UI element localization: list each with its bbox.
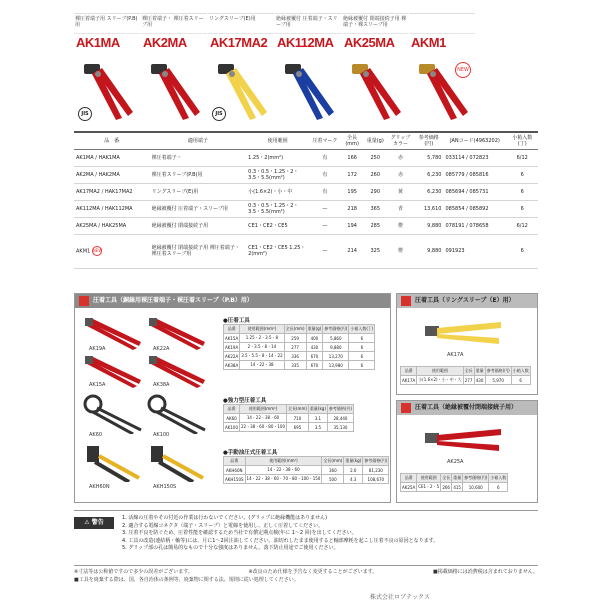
col-header: 品番 <box>224 325 240 334</box>
cell: 35,130 <box>327 423 353 432</box>
cell: AK19A <box>225 344 239 350</box>
col-header: 使用範囲(mm²) <box>240 325 284 334</box>
list-item: 4. 工具の改造(連結柄・軸等)には、月に1～2回注油してください。油切れしたまま使用すると軸部摩耗を起こし圧着不良の原因となります。 <box>122 537 439 544</box>
col-header: 使用範囲(mm²) <box>245 457 322 466</box>
col-header: 全長 <box>463 367 474 376</box>
col-header: 参考価格(円) <box>463 474 489 483</box>
cell: AK25MA / HAK25MA <box>74 217 150 234</box>
hydraulic-tool-icon[interactable] <box>147 442 207 482</box>
list-item: 2. 適合する電線コネクタ（端子・スリーブ）と電線を使用し、正しく圧着してください。 <box>122 522 324 529</box>
footnotes <box>74 568 538 584</box>
table-row <box>401 376 531 385</box>
jis-mark: JIS <box>78 107 92 121</box>
cell: 橙 <box>387 217 414 234</box>
cell: 336 <box>284 352 306 361</box>
cell: 3.1 <box>308 414 327 423</box>
col-header: 参考価格(円) <box>485 367 511 376</box>
cell: 13,980 <box>323 361 349 370</box>
cell: 13,270 <box>323 352 349 361</box>
cell: 091923 <box>443 234 506 268</box>
table-row <box>224 423 354 432</box>
section-title: ●手動油圧式圧着工具 <box>223 450 278 456</box>
table-row <box>74 183 538 200</box>
cell: 430 <box>306 343 323 352</box>
cell: 0.3・0.5・1.25・2・3.5・5.5(mm²) <box>246 200 309 217</box>
tool-label: AK100 <box>153 432 170 438</box>
cell: 2・3.5・8・14 <box>240 343 284 352</box>
cell: 695 <box>287 423 309 432</box>
new-badge: NEW <box>92 246 102 256</box>
product-model: AK2MA <box>143 35 187 50</box>
col-header: 使用範囲 <box>246 132 309 149</box>
col-header: 参考価格(円) <box>363 457 389 466</box>
cell: 6,230 <box>414 166 443 183</box>
crimp-tool-red-icon <box>145 54 203 124</box>
cell: 黄 <box>387 183 414 200</box>
product-model: AK17MA2 <box>210 35 268 50</box>
list-item: 3. 圧着不良を防ぐため、圧着性能を確認するため当社で有償定期点検(年に 1～2 回)を出してください。 <box>122 530 357 536</box>
col-header: 全長(mm) <box>322 457 344 466</box>
panel-title: 圧着工具（銅線用裸圧着端子・裸圧着スリーブ（P.B）用） <box>93 297 253 304</box>
product-tile[interactable] <box>409 13 475 125</box>
crimp-tool-red-icon[interactable] <box>423 425 503 459</box>
warning-badge <box>74 517 114 529</box>
cell: 710 <box>287 414 309 423</box>
tool-label: AK22A <box>153 346 170 352</box>
product-tiles <box>74 13 538 125</box>
col-header: 適用端子 <box>150 132 247 149</box>
cell: 赤 <box>387 149 414 166</box>
panel-header <box>75 294 390 308</box>
tool-label: AK15A <box>89 382 106 388</box>
cell: AK2MA / HAK2MA <box>74 166 150 183</box>
col-header: 重量 <box>474 367 485 376</box>
accent-bar <box>79 296 89 306</box>
cell: 259 <box>284 334 306 343</box>
note-row <box>74 568 538 576</box>
accent-bar <box>401 403 411 413</box>
cell: 5,970 <box>485 376 511 385</box>
col-header: 使用範囲(mm²) <box>240 405 287 414</box>
cell: 9,880 <box>414 217 443 234</box>
cell: 6 <box>506 183 538 200</box>
cell: 108,670 <box>363 475 389 484</box>
cell: 6 <box>511 376 530 385</box>
cell: CE1・CE2・CE5 1.25・2(mm²) <box>246 234 309 268</box>
note: ■掲載価格には消費税は含まれておりません。 <box>432 569 538 575</box>
cell: AK1MA / HAK1MA <box>74 149 150 166</box>
col-header: 小箱入数 <box>489 474 508 483</box>
cell: 6 <box>349 334 375 343</box>
tool-label: AK38A <box>153 382 170 388</box>
accent-bar <box>401 296 411 306</box>
tool-label: AK17A <box>447 352 464 358</box>
crimp-tool-red-icon <box>346 54 404 124</box>
col-header: 全長(mm) <box>287 405 309 414</box>
cell: 13,610 <box>414 200 443 217</box>
spec-header-row <box>74 132 538 149</box>
cell: 絶縁被覆付 圧着端子・スリーブ用 <box>150 200 247 217</box>
col-header: JANコード(4963202) <box>443 132 506 149</box>
product-tile[interactable] <box>74 13 140 125</box>
cell: AK60 <box>224 414 240 423</box>
table-row <box>224 414 354 423</box>
cell: 6 <box>489 483 508 492</box>
cable-cutter-icon[interactable] <box>83 394 143 434</box>
cell: 085779 / 085816 <box>443 166 506 183</box>
warning-label: 警告 <box>91 519 104 526</box>
section-title: ●強力型圧着工具 <box>223 398 267 404</box>
jis-mark: JIS <box>212 107 226 121</box>
cell: リングスリーブ(E)用 <box>150 183 247 200</box>
table-row <box>74 217 538 234</box>
closed-end-table <box>400 473 508 492</box>
col-header: 品番 <box>401 474 417 483</box>
cell: 赤 <box>387 166 414 183</box>
cell: 小(1.6×2)・小・中 <box>246 183 309 200</box>
table-row <box>224 361 375 370</box>
cell: 4.3 <box>344 475 363 484</box>
table-row <box>224 334 375 343</box>
cell: 290 <box>364 183 387 200</box>
col-header: 小箱入数 <box>511 367 530 376</box>
cell <box>74 234 150 268</box>
cell: 6 <box>506 234 538 268</box>
cell: 絶縁被覆付 閉端接続子用 <box>150 217 247 234</box>
cell: 6 <box>349 343 375 352</box>
col-header: 小箱入数(丁) <box>506 132 538 149</box>
list-item: 1. 活線の圧着やその付近の作業は行わないでください。(グリップに絶縁機能はありません) <box>122 515 328 521</box>
col-header: グリップカラー <box>387 132 414 149</box>
tool-label: AK19A <box>89 346 106 352</box>
cell: 22・38・60・80・100 <box>240 423 287 432</box>
cell: — <box>309 234 340 268</box>
table-row <box>74 234 538 268</box>
hydraulic-tool-icon[interactable] <box>83 442 143 482</box>
cell: 033114 / 072823 <box>443 149 506 166</box>
new-badge: NEW <box>455 62 471 78</box>
col-header: 重量(kg) <box>308 405 327 414</box>
cell: 195 <box>341 183 364 200</box>
col-header: 重量(kg) <box>344 457 363 466</box>
list-item: 5. グリップ部の孔は簡易的なもので十分な強度はありません。落下防止用途でご使用ください。 <box>122 545 339 551</box>
col-header: 品番 <box>224 405 240 414</box>
crimp-tool-yellow-icon[interactable] <box>423 318 503 352</box>
cell-text: AKM1 <box>76 248 91 255</box>
cell: — <box>309 217 340 234</box>
panel-title: 圧着工具（絶縁被覆付閉端接続子用） <box>415 404 518 411</box>
crimp-tool-blue-icon <box>279 54 337 124</box>
table-row <box>224 475 389 484</box>
heavy-tool-table <box>223 404 354 432</box>
product-model: AK112MA <box>277 35 334 50</box>
cell: 266 <box>442 484 450 490</box>
cell: 6/12 <box>506 217 538 234</box>
table-row <box>224 343 375 352</box>
cell: 166 <box>341 149 364 166</box>
cell: AK25A <box>402 484 416 490</box>
cell: 6 <box>349 361 375 370</box>
panel-title: 圧着工具（リングスリーブ（E）用） <box>415 297 515 304</box>
cell: 1.25・2・3.5・8 <box>240 334 284 343</box>
table-row <box>74 200 538 217</box>
cell: 9,880 <box>323 343 349 352</box>
cell: 6 <box>506 166 538 183</box>
cell: AK100 <box>225 424 238 430</box>
cell: 260 <box>364 166 387 183</box>
tool-label: AK25A <box>447 459 464 465</box>
product-caption: 絶縁被覆付 閉端接続子用 裸端子・裸スリーブ用 <box>342 14 408 34</box>
cell: 335 <box>284 361 306 370</box>
cell: 有 <box>309 149 340 166</box>
cell: 小(1.6×2)・小・中・大 <box>417 376 463 385</box>
crimp-tool-table <box>223 324 375 370</box>
col-header: 重量 <box>452 474 463 483</box>
section-title: ●圧着工具 <box>223 318 250 324</box>
cell: 有 <box>309 183 340 200</box>
product-model: AKM1 <box>411 35 446 50</box>
crimp-tool-red-icon[interactable] <box>147 316 207 350</box>
table-row <box>224 352 375 361</box>
table-row <box>74 149 538 166</box>
product-tile[interactable] <box>342 13 408 125</box>
cell: 14・22・38 <box>240 361 284 370</box>
cell: 670 <box>306 361 323 370</box>
table-row <box>401 483 508 492</box>
warning-list <box>122 515 532 553</box>
cell: 6 <box>349 352 375 361</box>
cell: 277 <box>284 343 306 352</box>
note: ※改良のため仕様を予告なく変更することがございます。 <box>248 569 378 575</box>
warning-box <box>74 510 538 566</box>
col-header: 全長(mm) <box>341 132 364 149</box>
col-header: 参考価格(円) <box>323 325 349 334</box>
cell: 橙 <box>387 234 414 268</box>
cell: 430 <box>475 377 484 383</box>
cable-cutter-icon[interactable] <box>147 394 207 434</box>
cell: CE1・2・5 <box>417 483 441 492</box>
col-header: 使用範囲 <box>417 474 441 483</box>
cell: 裸圧着スリーブ(P.B)用 <box>150 166 247 183</box>
col-header: 参考価格(円) <box>414 132 443 149</box>
cell: 670 <box>306 352 323 361</box>
cell: 172 <box>341 166 364 183</box>
cell: 青 <box>387 200 414 217</box>
top-bar <box>0 0 600 8</box>
cell: 194 <box>341 217 364 234</box>
panel-header <box>397 294 537 308</box>
cell: 6 <box>506 200 538 217</box>
note: ※寸法等は公称値ですので多少の誤差がございます。 <box>74 569 193 575</box>
cell: 1.25・2(mm²) <box>246 149 309 166</box>
cell: 5,860 <box>323 334 349 343</box>
cell: 360 <box>322 466 344 475</box>
cell: AK15A <box>225 335 239 341</box>
cell: 10,600 <box>463 483 489 492</box>
col-header: 品番 <box>224 457 246 466</box>
col-header: 小箱入数(丁) <box>349 325 375 334</box>
cell: 28,440 <box>327 414 353 423</box>
cell: 500 <box>322 475 344 484</box>
note-row <box>74 576 538 584</box>
cell: AK38A <box>225 362 239 368</box>
company-name: 株式会社ロブテックス <box>370 594 430 601</box>
col-header: 重量(g) <box>306 325 323 334</box>
product-tile[interactable] <box>141 13 207 125</box>
col-header: 参考価格(円) <box>327 405 353 414</box>
tool-label: AKH60N <box>89 484 110 490</box>
cell: 085854 / 085892 <box>443 200 506 217</box>
cell: 277 <box>464 377 473 383</box>
cell: AKH150S <box>225 476 244 482</box>
cell: 415 <box>453 484 461 490</box>
cell: 3.5・5.5・8・14・22 <box>240 352 284 361</box>
cell: 325 <box>364 234 387 268</box>
cell: 365 <box>364 200 387 217</box>
product-model: AK25MA <box>344 35 395 50</box>
product-model: AK1MA <box>76 35 120 50</box>
product-tile[interactable] <box>275 13 341 125</box>
cell: 6/12 <box>506 149 538 166</box>
table-row <box>74 166 538 183</box>
product-caption: 裸圧着端子・ 裸圧着スリーブ用 <box>141 14 207 34</box>
col-header: 全長(mm) <box>284 325 306 334</box>
panel-header <box>397 401 537 415</box>
cell: 14・22・38・60 <box>240 414 287 423</box>
col-header: 品番 <box>401 367 417 376</box>
product-caption: 絶縁被覆付 圧着端子・スリーブ用 <box>275 14 341 34</box>
panel-closed-end-tool <box>396 400 538 503</box>
cell: 6,230 <box>414 183 443 200</box>
cell: 3.5 <box>308 423 327 432</box>
product-caption <box>409 14 475 34</box>
cell: — <box>309 200 340 217</box>
col-header: 品 番 <box>74 132 150 149</box>
tool-label: AKH150S <box>153 484 177 490</box>
cell: AK17MA2 / HAK17MA2 <box>74 183 150 200</box>
panel-bare-terminal-tools <box>74 293 391 503</box>
cell: 078191 / 078658 <box>443 217 506 234</box>
cell: 裸圧着端子・ <box>150 149 247 166</box>
cell: 218 <box>341 200 364 217</box>
spec-table <box>74 131 538 269</box>
note: ■工具を廃棄する際は、国、各自治体の条例等、廃棄物に関する法、規則に従い処理してください。 <box>74 577 299 583</box>
cell: 2.0 <box>344 466 363 475</box>
cell: 5,780 <box>414 149 443 166</box>
cell: 有 <box>309 166 340 183</box>
warning-icon: ⚠ <box>84 519 90 526</box>
col-header: 圧着マーク <box>309 132 340 149</box>
product-tile[interactable] <box>208 13 274 125</box>
cell: 0.3・0.5・1.25・2・3.5・5.5(mm²) <box>246 166 309 183</box>
col-header: 使用範囲 <box>417 367 463 376</box>
cell: 085694 / 085731 <box>443 183 506 200</box>
cell: 9,880 <box>414 234 443 268</box>
cell: 285 <box>364 217 387 234</box>
ring-sleeve-table <box>400 366 531 385</box>
cell: AK112MA / HAK112MA <box>74 200 150 217</box>
product-caption: 裸圧着端子用 スリーブ(P.B)用 <box>74 14 140 34</box>
product-caption: リングスリーブ(E)用 <box>208 14 274 34</box>
cell: 14・22・38・60・70・80・100・150 <box>245 475 322 484</box>
cell: CE1・CE2・CE5 <box>246 217 309 234</box>
col-header: 全長 <box>441 474 452 483</box>
tool-label: AK60 <box>89 432 103 438</box>
panel-ring-sleeve-tool <box>396 293 538 395</box>
col-header: 重量(g) <box>364 132 387 149</box>
table-row <box>224 466 389 475</box>
cell: AK22A <box>225 353 239 359</box>
cell: AK17A <box>402 377 416 383</box>
cell: 214 <box>341 234 364 268</box>
cell: 81,230 <box>363 466 389 475</box>
cell: 絶縁被覆付 閉端接続子用 裸圧着端子・裸圧着スリーブ用 <box>150 234 247 268</box>
cell: 14・22・38・60 <box>245 466 322 475</box>
cell: 250 <box>364 149 387 166</box>
cell: 400 <box>306 334 323 343</box>
crimp-tool-red-icon[interactable] <box>83 316 143 350</box>
cell: AKH60N <box>224 466 246 475</box>
hydraulic-tool-table <box>223 456 389 484</box>
